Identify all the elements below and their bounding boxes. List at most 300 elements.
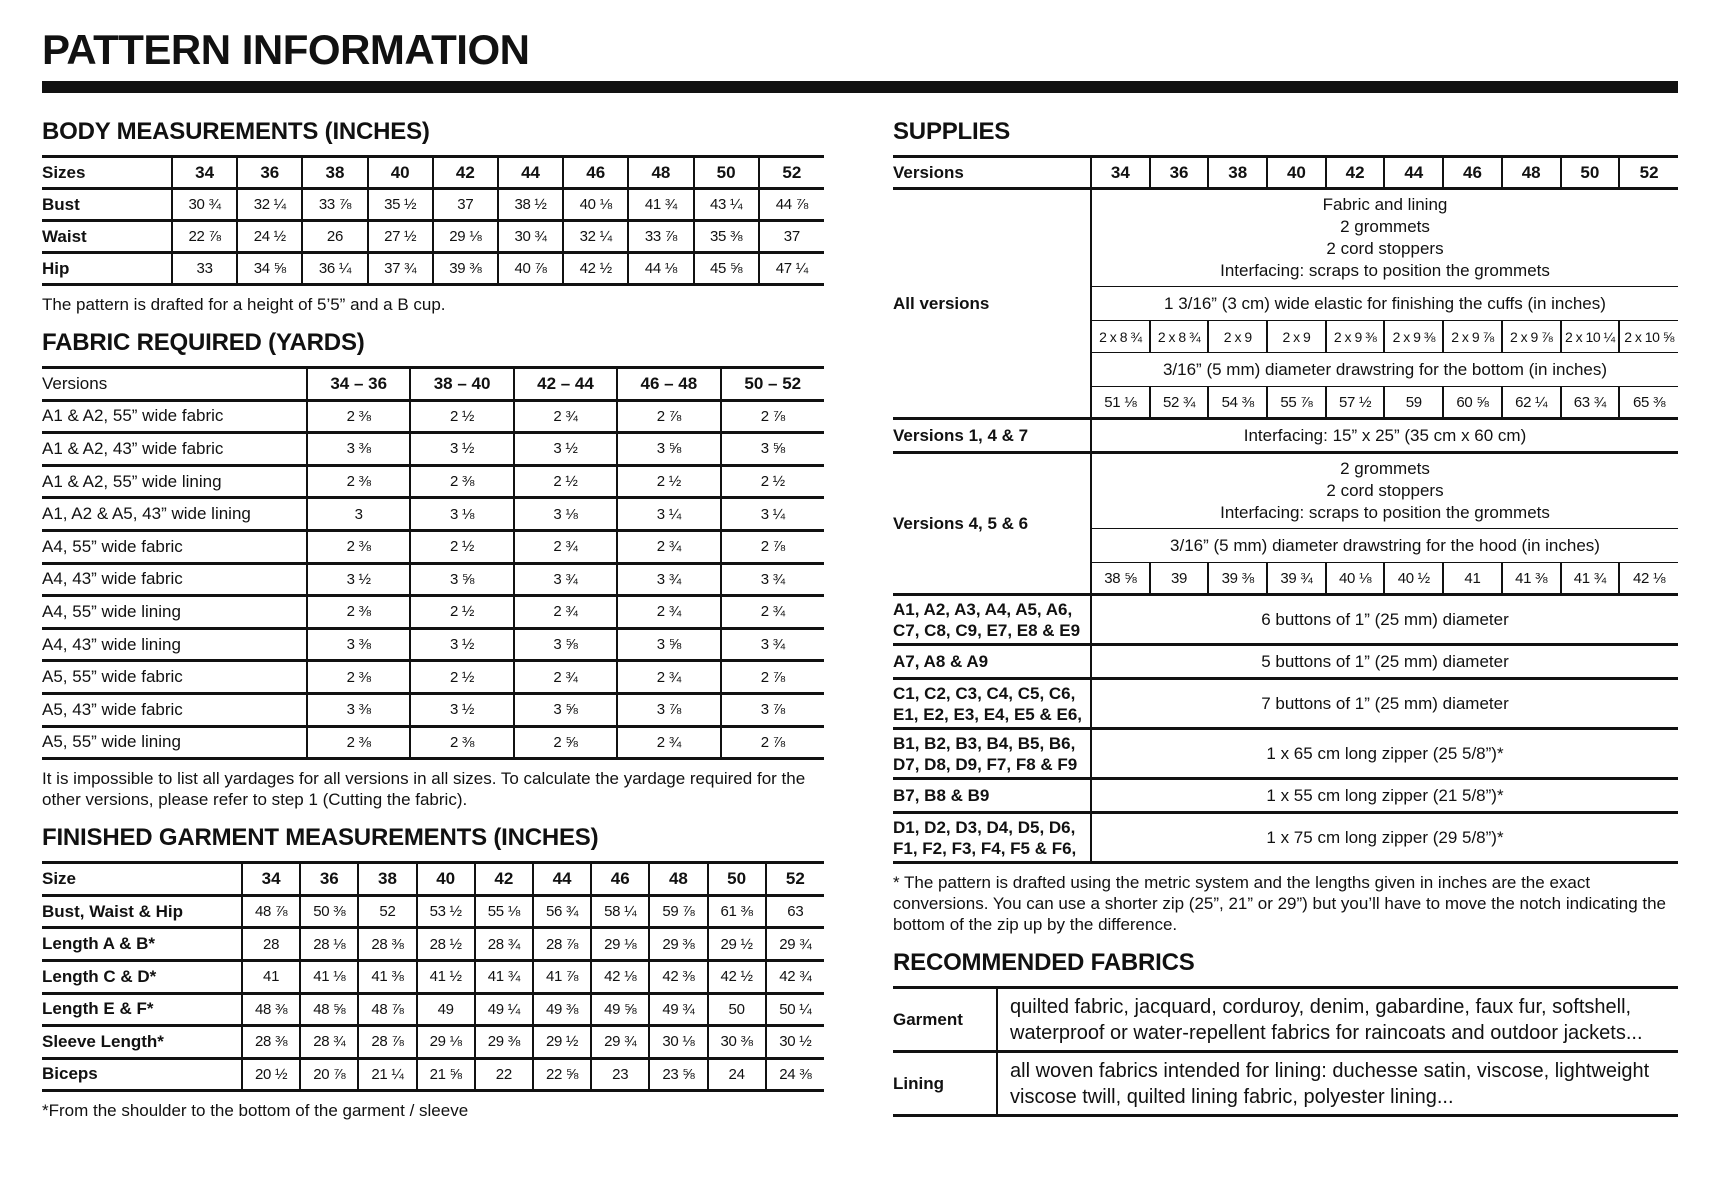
cell-value: 2 ⅜	[307, 726, 410, 759]
supply-line: Interfacing: scraps to position the grommets	[1220, 261, 1550, 280]
size-header: 48	[628, 157, 693, 189]
all-versions-block	[1091, 189, 1678, 287]
supply-line: Fabric and lining	[1322, 195, 1448, 214]
table-header-row	[42, 863, 824, 896]
cell-value: 2 ¾	[617, 530, 720, 563]
size-header: 50	[1561, 157, 1620, 189]
size-header: 46	[591, 863, 649, 896]
closure-label	[893, 729, 1091, 779]
cell-value: 3 ⅜	[307, 628, 410, 661]
cell-value: 42 ½	[708, 960, 766, 993]
table-row	[42, 661, 824, 694]
title-rule	[42, 81, 1678, 93]
cell-value: 22 ⅞	[172, 221, 237, 253]
size-header: 44	[533, 863, 591, 896]
size-header: 50	[694, 157, 759, 189]
table-row	[42, 498, 824, 531]
cell-value: 38 ½	[498, 189, 563, 221]
cell-value: 42 ½	[563, 253, 628, 285]
cell-value: 22	[475, 1058, 533, 1091]
cell-value: 28 ¾	[475, 928, 533, 961]
cell-value: 2 ½	[410, 596, 513, 629]
cell-value: 29 ¾	[766, 928, 824, 961]
elastic-value: 2 x 9 ⅜	[1384, 321, 1443, 353]
size-header: 40	[1267, 157, 1326, 189]
cell-value: 35 ½	[368, 189, 433, 221]
drawstring-value: 41 ⅜	[1502, 563, 1561, 595]
header-label: Size	[42, 868, 77, 888]
cell-value: 50	[708, 993, 766, 1026]
drawstring-value: 51 ⅛	[1091, 387, 1150, 419]
versions-147-text: Interfacing: 15” x 25” (35 cm x 60 cm)	[1091, 419, 1678, 453]
supplies-title: SUPPLIES	[893, 118, 1011, 145]
closure-row	[893, 595, 1678, 645]
cell-value: 3 ⅞	[721, 693, 824, 726]
row-label: A1 & A2, 55” wide fabric	[42, 406, 224, 426]
cell-value: 30 ½	[766, 1026, 824, 1059]
size-header: 50 – 52	[721, 368, 824, 401]
closure-label-line: D7, D8, D9, F7, F8 & F9	[893, 754, 1078, 774]
cell-value: 40 ⅞	[498, 253, 563, 285]
cell-value: 29 ⅛	[433, 221, 498, 253]
cell-value: 2 ⅜	[307, 465, 410, 498]
finished-garment-title: FINISHED GARMENT MEASUREMENTS (INCHES)	[42, 824, 599, 852]
cell-value: 29 ⅜	[649, 928, 707, 961]
cell-value: 3 ¼	[721, 498, 824, 531]
cell-value: 37	[433, 189, 498, 221]
cell-value: 55 ⅛	[475, 895, 533, 928]
size-header: 44	[1384, 157, 1443, 189]
cell-value: 39 ⅜	[433, 253, 498, 285]
cell-value: 2 ¾	[514, 530, 617, 563]
cell-value: 41 ¾	[628, 189, 693, 221]
row-label: Sleeve Length*	[42, 1031, 164, 1051]
size-header: 48	[1502, 157, 1561, 189]
size-header: 48	[649, 863, 707, 896]
size-header: 42	[433, 157, 498, 189]
size-header: 52	[766, 863, 824, 896]
cell-value: 32 ¼	[237, 189, 302, 221]
drawstring-value: 57 ½	[1326, 387, 1385, 419]
size-header: 52	[1619, 157, 1678, 189]
cell-value: 49 ⅝	[591, 993, 649, 1026]
drawstring-value: 59	[1384, 387, 1443, 419]
cell-value: 41 ⅞	[533, 960, 591, 993]
cell-value: 42 ⅜	[649, 960, 707, 993]
supply-line: 2 grommets	[1340, 459, 1430, 478]
table-row	[42, 530, 824, 563]
table-row	[42, 400, 824, 433]
fabric-row-label: Lining	[893, 1052, 997, 1116]
cell-value: 30 ¾	[498, 221, 563, 253]
size-header: 50	[708, 863, 766, 896]
cell-value: 3 ⅝	[617, 433, 720, 466]
cell-value: 49 ¾	[649, 993, 707, 1026]
fabric-row-text: all woven fabrics intended for lining: duchesse satin, viscose, lightweight viscose twill, quilted lining fabric, polyester lining...	[1010, 1059, 1650, 1108]
closure-row	[893, 645, 1678, 679]
closure-label-line: B7, B8 & B9	[893, 786, 990, 805]
cell-value: 41 ½	[417, 960, 475, 993]
cell-value: 21 ¼	[358, 1058, 416, 1091]
closure-label-line: A7, A8 & A9	[893, 652, 989, 671]
row-label: A1 & A2, 43” wide fabric	[42, 438, 224, 458]
cell-value: 29 ½	[533, 1026, 591, 1059]
cell-value: 41 ¾	[475, 960, 533, 993]
cell-value: 2 ⅜	[307, 596, 410, 629]
cell-value: 30 ⅜	[708, 1026, 766, 1059]
row-label: Length E & F*	[42, 999, 154, 1019]
fabric-required-note: It is impossible to list all yardages for all versions in all sizes. To calculate the yardage required for the other versions, please refer to step 1 (Cutting the fabric).	[42, 769, 806, 810]
closure-row	[893, 729, 1678, 779]
cell-value: 28 ⅞	[533, 928, 591, 961]
row-label: A4, 43” wide fabric	[42, 569, 183, 589]
header-label: Sizes	[42, 162, 86, 182]
cell-value: 2 ½	[721, 465, 824, 498]
drawstring-value: 52 ¾	[1150, 387, 1209, 419]
fabric-required-title: FABRIC REQUIRED (YARDS)	[42, 329, 365, 356]
size-header: 34	[1091, 157, 1150, 189]
closure-text: 5 buttons of 1” (25 mm) diameter	[1091, 645, 1678, 679]
cell-value: 49 ⅜	[533, 993, 591, 1026]
table-row	[42, 895, 824, 928]
cell-value: 2 ½	[514, 465, 617, 498]
size-header: 42	[1326, 157, 1385, 189]
drawstring-hood-title: 3/16” (5 mm) diameter drawstring for the hood (in inches)	[1091, 529, 1678, 563]
header-label: Versions	[42, 373, 108, 393]
cell-value: 3 ⅝	[514, 693, 617, 726]
size-header: 38 – 40	[410, 368, 513, 401]
cell-value: 3 ¼	[617, 498, 720, 531]
cell-value: 2 ⅜	[307, 400, 410, 433]
row-label: Biceps	[42, 1064, 98, 1084]
table-row	[42, 1058, 824, 1091]
cell-value: 2 ¾	[617, 661, 720, 694]
cell-value: 2 ⅜	[410, 726, 513, 759]
table-row	[42, 993, 824, 1026]
size-header: 42	[475, 863, 533, 896]
row-label: A5, 55” wide lining	[42, 732, 181, 752]
drawstring-value: 41	[1443, 563, 1502, 595]
row-label: A1 & A2, 55” wide lining	[42, 471, 222, 491]
all-versions-label: All versions	[893, 189, 1091, 419]
finished-garment-note: *From the shoulder to the bottom of the garment / sleeve	[42, 1101, 469, 1121]
cell-value: 3 ⅛	[514, 498, 617, 531]
drawstring-value: 39 ¾	[1267, 563, 1326, 595]
row-label: Length C & D*	[42, 966, 157, 986]
cell-value: 48 ⅞	[358, 993, 416, 1026]
drawstring-value: 39 ⅜	[1208, 563, 1267, 595]
elastic-value: 2 x 8 ¾	[1150, 321, 1209, 353]
cell-value: 2 ⅞	[617, 400, 720, 433]
cell-value: 2 ⅞	[721, 530, 824, 563]
closure-label-line: A1, A2, A3, A4, A5, A6,	[893, 599, 1073, 619]
elastic-value: 2 x 9 ⅞	[1502, 321, 1561, 353]
drawstring-value: 40 ½	[1384, 563, 1443, 595]
fabric-row	[893, 988, 1678, 1052]
row-label: A5, 55” wide fabric	[42, 667, 183, 687]
cell-value: 28 ⅜	[242, 1026, 300, 1059]
versions-456-block	[1091, 453, 1678, 529]
elastic-value: 2 x 10 ⅝	[1619, 321, 1678, 353]
closure-label-line: F1, F2, F3, F4, F5 & F6,	[893, 838, 1077, 858]
cell-value: 41 ⅛	[300, 960, 358, 993]
drawstring-value: 62 ¼	[1502, 387, 1561, 419]
drawstring-value: 42 ⅛	[1619, 563, 1678, 595]
size-header: 34 – 36	[307, 368, 410, 401]
cell-value: 36 ¼	[302, 253, 367, 285]
fabric-row	[893, 1052, 1678, 1116]
closure-text: 1 x 65 cm long zipper (25 5/8”)*	[1091, 729, 1678, 779]
cell-value: 43 ¼	[694, 189, 759, 221]
cell-value: 29 ⅛	[591, 928, 649, 961]
cell-value: 26	[302, 221, 367, 253]
cell-value: 3 ⅝	[514, 628, 617, 661]
left-column	[42, 118, 824, 1135]
closure-label-line: C7, C8, C9, E7, E8 & E9	[893, 620, 1081, 640]
cell-value: 29 ⅜	[475, 1026, 533, 1059]
closure-label	[893, 779, 1091, 813]
closure-label-line: E1, E2, E3, E4, E5 & E6,	[893, 704, 1082, 724]
size-header: 36	[237, 157, 302, 189]
cell-value: 44 ⅞	[759, 189, 824, 221]
cell-value: 37	[759, 221, 824, 253]
size-header: 40	[368, 157, 433, 189]
closure-label-line: B1, B2, B3, B4, B5, B6,	[893, 733, 1076, 753]
size-header: 42 – 44	[514, 368, 617, 401]
closure-label	[893, 595, 1091, 645]
cell-value: 2 ¾	[514, 596, 617, 629]
size-header: 40	[417, 863, 475, 896]
fabric-required-table	[42, 366, 824, 760]
cell-value: 49 ¼	[475, 993, 533, 1026]
supplies-header-row	[893, 157, 1678, 189]
versions-456-row	[893, 453, 1678, 529]
closure-row	[893, 813, 1678, 863]
row-label: Bust	[42, 194, 80, 214]
cell-value: 3 ½	[410, 693, 513, 726]
table-row	[42, 433, 824, 466]
cell-value: 3 ½	[514, 433, 617, 466]
cell-value: 34 ⅝	[237, 253, 302, 285]
size-header: 44	[498, 157, 563, 189]
cell-value: 20 ½	[242, 1058, 300, 1091]
table-row	[42, 726, 824, 759]
closure-label	[893, 813, 1091, 863]
body-measurements-table	[42, 155, 824, 286]
cell-value: 24	[708, 1058, 766, 1091]
drawstring-value: 54 ⅜	[1208, 387, 1267, 419]
closure-row	[893, 679, 1678, 729]
cell-value: 2 ¾	[721, 596, 824, 629]
cell-value: 28 ½	[417, 928, 475, 961]
cell-value: 48 ⅞	[242, 895, 300, 928]
closure-label	[893, 645, 1091, 679]
cell-value: 24 ½	[237, 221, 302, 253]
cell-value: 2 ½	[617, 465, 720, 498]
cell-value: 42 ⅛	[591, 960, 649, 993]
table-row	[42, 928, 824, 961]
supply-line: Interfacing: scraps to position the grommets	[1220, 503, 1550, 522]
table-row	[42, 465, 824, 498]
fabric-row-label: Garment	[893, 988, 997, 1052]
cell-value: 2 ½	[410, 530, 513, 563]
supply-line: 2 cord stoppers	[1326, 239, 1444, 258]
cell-value: 2 ⅜	[307, 530, 410, 563]
versions-147-row	[893, 419, 1678, 453]
cell-value: 2 ⅜	[307, 661, 410, 694]
cell-value: 24 ⅜	[766, 1058, 824, 1091]
size-header: 38	[1208, 157, 1267, 189]
size-header: 46	[563, 157, 628, 189]
all-versions-row	[893, 189, 1678, 287]
table-row	[42, 221, 824, 253]
recommended-fabrics-table	[893, 986, 1678, 1117]
cell-value: 3 ⅜	[307, 433, 410, 466]
cell-value: 50 ⅜	[300, 895, 358, 928]
cell-value: 3 ⅜	[307, 693, 410, 726]
row-label: Bust, Waist & Hip	[42, 901, 184, 921]
table-row	[42, 563, 824, 596]
cell-value: 3 ⅝	[617, 628, 720, 661]
cell-value: 3	[307, 498, 410, 531]
cell-value: 27 ½	[368, 221, 433, 253]
closure-text: 7 buttons of 1” (25 mm) diameter	[1091, 679, 1678, 729]
cell-value: 3 ½	[410, 628, 513, 661]
size-header: 52	[759, 157, 824, 189]
drawstring-value: 60 ⅝	[1443, 387, 1502, 419]
cell-value: 30 ⅛	[649, 1026, 707, 1059]
cell-value: 58 ¼	[591, 895, 649, 928]
fabric-row-text: quilted fabric, jacquard, corduroy, denim, gabardine, faux fur, softshell, waterproof or water-repellent fabrics for raincoats and outdoor jackets...	[1010, 995, 1643, 1044]
cell-value: 3 ¾	[721, 563, 824, 596]
recommended-fabrics-title: RECOMMENDED FABRICS	[893, 949, 1195, 976]
page-title: PATTERN INFORMATION	[42, 26, 530, 73]
row-label: A5, 43” wide fabric	[42, 699, 183, 719]
cell-value: 29 ½	[708, 928, 766, 961]
row-label: Length A & B*	[42, 934, 156, 954]
elastic-value: 2 x 9 ⅜	[1326, 321, 1385, 353]
cell-value: 28	[242, 928, 300, 961]
table-row	[42, 596, 824, 629]
closure-text: 6 buttons of 1” (25 mm) diameter	[1091, 595, 1678, 645]
closure-label-line: C1, C2, C3, C4, C5, C6,	[893, 683, 1076, 703]
drawstring-value: 65 ⅜	[1619, 387, 1678, 419]
cell-value: 35 ⅜	[694, 221, 759, 253]
table-row	[42, 1026, 824, 1059]
elastic-title: 1 3/16” (3 cm) wide elastic for finishing the cuffs (in inches)	[1091, 287, 1678, 321]
closure-label-line: D1, D2, D3, D4, D5, D6,	[893, 817, 1076, 837]
table-header-row	[42, 157, 824, 189]
cell-value: 2 ⅝	[514, 726, 617, 759]
supplies-table	[893, 155, 1678, 864]
closure-row	[893, 779, 1678, 813]
cell-value: 28 ⅜	[358, 928, 416, 961]
cell-value: 37 ¾	[368, 253, 433, 285]
size-header: 46 – 48	[617, 368, 720, 401]
cell-value: 22 ⅝	[533, 1058, 591, 1091]
row-label: A4, 55” wide fabric	[42, 536, 183, 556]
cell-value: 2 ¾	[514, 661, 617, 694]
cell-value: 52	[358, 895, 416, 928]
row-label: A4, 55” wide lining	[42, 601, 181, 621]
cell-value: 3 ⅝	[410, 563, 513, 596]
drawstring-bottom-title: 3/16” (5 mm) diameter drawstring for the bottom (in inches)	[1091, 353, 1678, 387]
size-header: 46	[1443, 157, 1502, 189]
cell-value: 2 ⅜	[410, 465, 513, 498]
cell-value: 3 ¾	[514, 563, 617, 596]
cell-value: 56 ¾	[533, 895, 591, 928]
cell-value: 40 ⅛	[563, 189, 628, 221]
supply-line: 2 cord stoppers	[1326, 481, 1444, 500]
cell-value: 23 ⅝	[649, 1058, 707, 1091]
body-measurements-title: BODY MEASUREMENTS (INCHES)	[42, 118, 430, 145]
cell-value: 2 ½	[410, 661, 513, 694]
drawstring-value: 39	[1150, 563, 1209, 595]
cell-value: 49	[417, 993, 475, 1026]
cell-value: 28 ¾	[300, 1026, 358, 1059]
elastic-value: 2 x 9	[1208, 321, 1267, 353]
body-measurements-note: The pattern is drafted for a height of 5’5” and a B cup.	[42, 295, 446, 314]
row-label: A4, 43” wide lining	[42, 634, 181, 654]
drawstring-value: 40 ⅛	[1326, 563, 1385, 595]
supply-line: 2 grommets	[1340, 217, 1430, 236]
size-header: 34	[172, 157, 237, 189]
row-label: Waist	[42, 226, 87, 246]
cell-value: 42 ¾	[766, 960, 824, 993]
cell-value: 2 ¾	[514, 400, 617, 433]
size-header: 36	[1150, 157, 1209, 189]
cell-value: 2 ⅞	[721, 661, 824, 694]
closure-text: 1 x 75 cm long zipper (29 5/8”)*	[1091, 813, 1678, 863]
row-label: A1, A2 & A5, 43” wide lining	[42, 504, 251, 524]
elastic-value: 2 x 9 ⅞	[1443, 321, 1502, 353]
size-header: 36	[300, 863, 358, 896]
cell-value: 48 ⅜	[242, 993, 300, 1026]
cell-value: 47 ¼	[759, 253, 824, 285]
cell-value: 3 ¾	[721, 628, 824, 661]
drawstring-value: 55 ⅞	[1267, 387, 1326, 419]
cell-value: 2 ⅞	[721, 726, 824, 759]
table-row	[42, 189, 824, 221]
cell-value: 61 ⅜	[708, 895, 766, 928]
cell-value: 45 ⅝	[694, 253, 759, 285]
cell-value: 41 ⅜	[358, 960, 416, 993]
drawstring-value: 63 ¾	[1561, 387, 1620, 419]
cell-value: 28 ⅞	[358, 1026, 416, 1059]
versions-147-label: Versions 1, 4 & 7	[893, 419, 1091, 453]
cell-value: 63	[766, 895, 824, 928]
drawstring-value: 38 ⅝	[1091, 563, 1150, 595]
cell-value: 59 ⅞	[649, 895, 707, 928]
right-column	[893, 118, 1678, 1117]
cell-value: 2 ½	[410, 400, 513, 433]
cell-value: 29 ¾	[591, 1026, 649, 1059]
cell-value: 53 ½	[417, 895, 475, 928]
cell-value: 3 ½	[307, 563, 410, 596]
cell-value: 23	[591, 1058, 649, 1091]
table-header-row	[42, 368, 824, 401]
cell-value: 3 ⅞	[617, 693, 720, 726]
table-row	[42, 693, 824, 726]
cell-value: 3 ½	[410, 433, 513, 466]
size-header: 34	[242, 863, 300, 896]
cell-value: 30 ¾	[172, 189, 237, 221]
cell-value: 2 ¾	[617, 596, 720, 629]
elastic-value: 2 x 10 ¼	[1561, 321, 1620, 353]
size-header: 38	[302, 157, 367, 189]
cell-value: 44 ⅛	[628, 253, 693, 285]
table-row	[42, 253, 824, 285]
